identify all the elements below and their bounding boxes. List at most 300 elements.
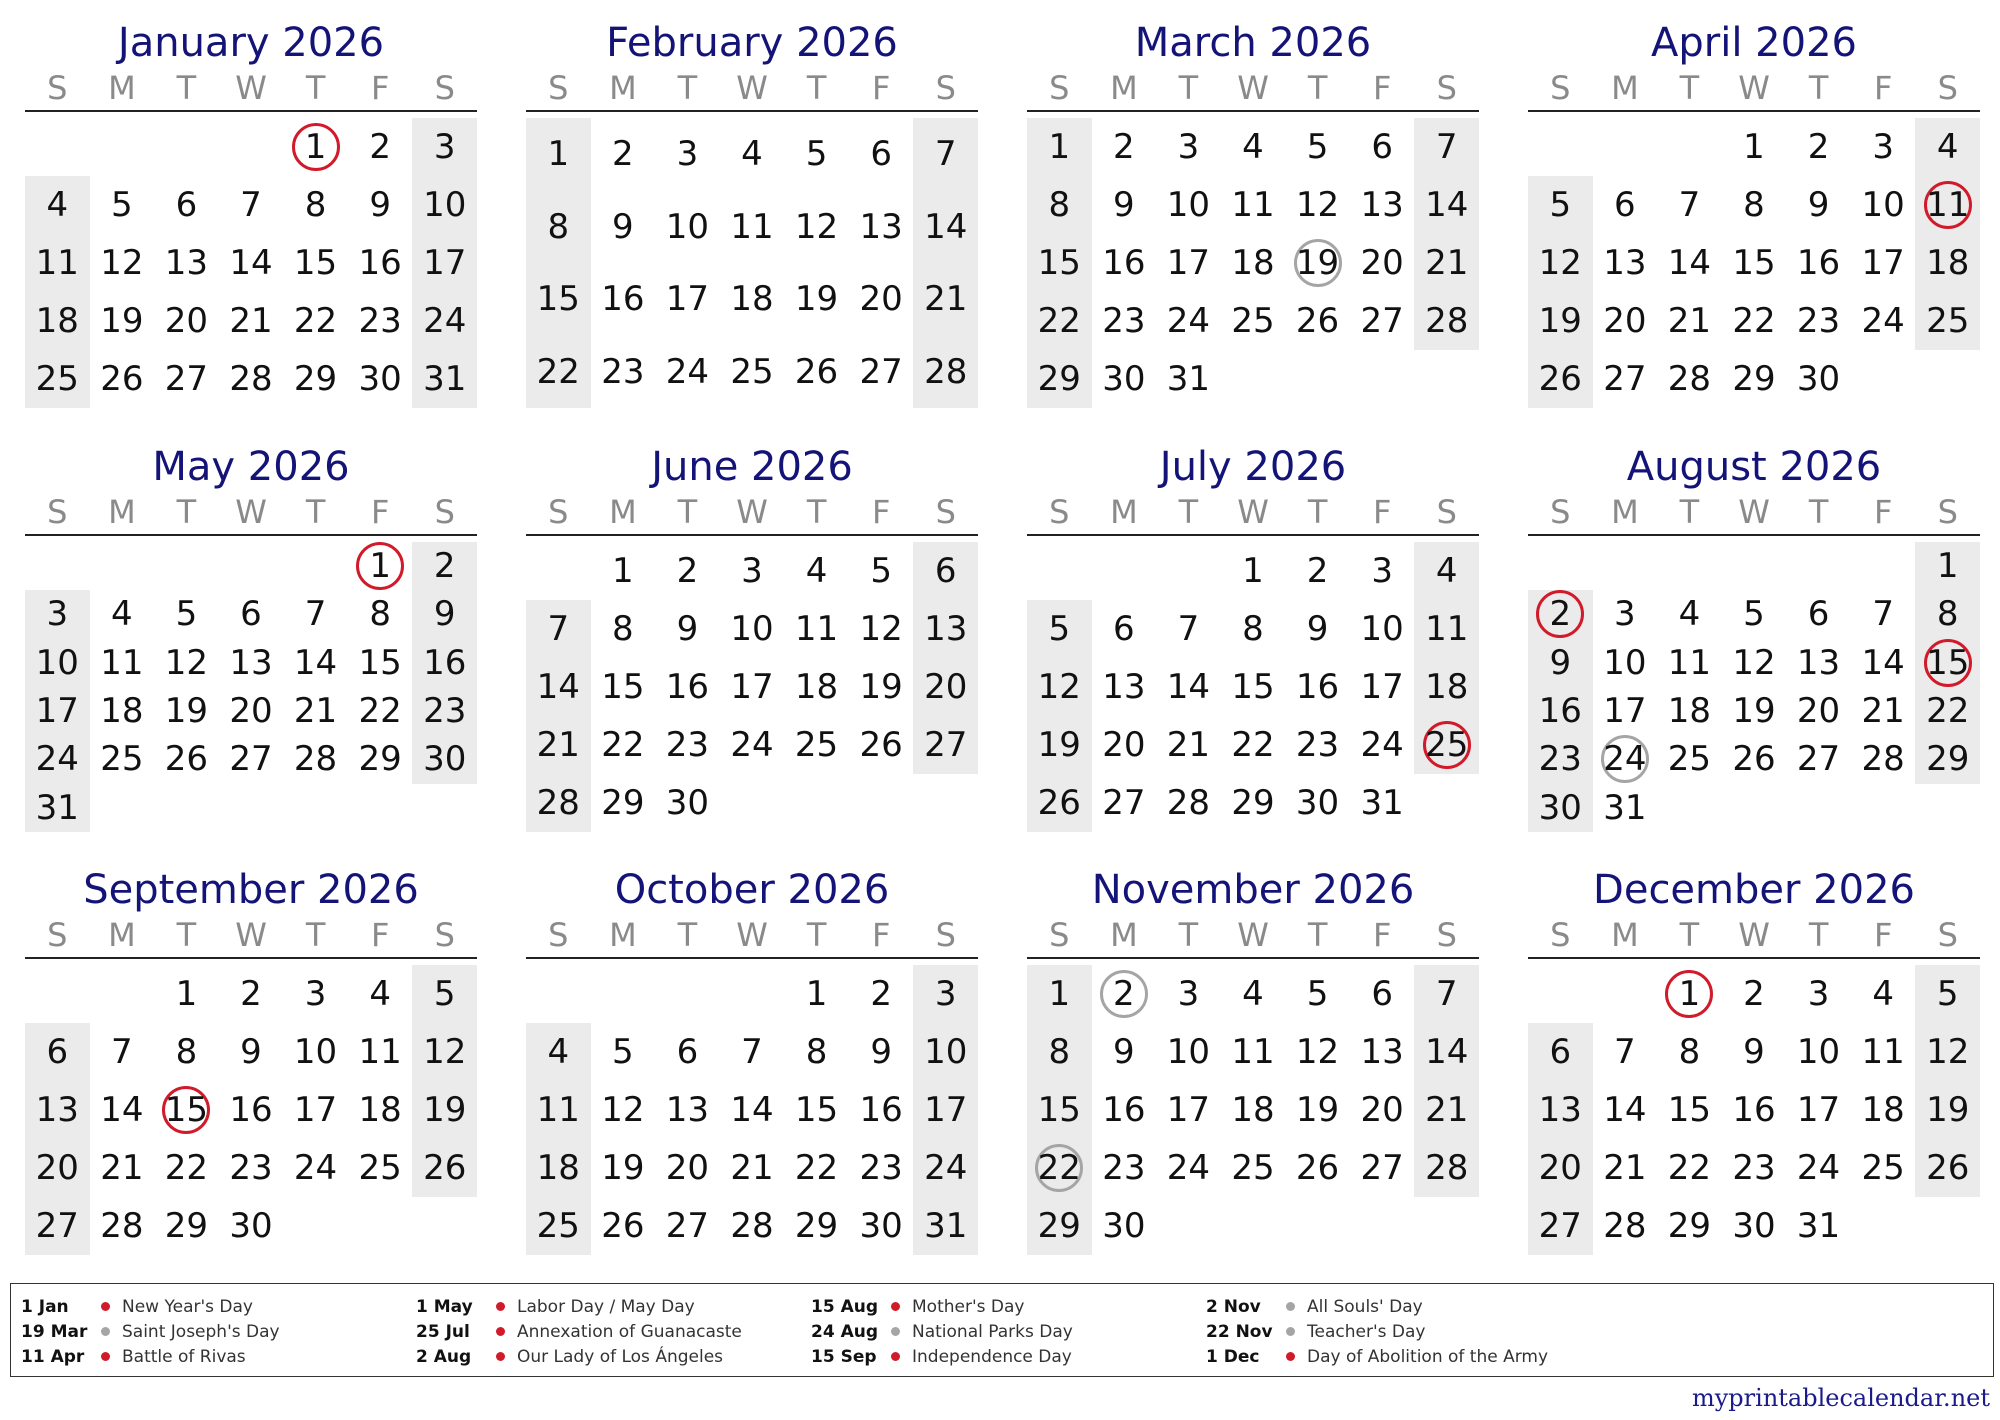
day-cell[interactable] <box>1851 176 1916 234</box>
day-cell[interactable] <box>25 639 90 687</box>
day-cell[interactable] <box>1414 118 1479 176</box>
day-cell[interactable] <box>526 1081 591 1139</box>
day-cell[interactable] <box>591 1197 656 1255</box>
day-cell[interactable] <box>1851 234 1916 292</box>
day-cell[interactable] <box>1722 590 1787 638</box>
day-cell[interactable] <box>1657 687 1722 735</box>
day-cell[interactable] <box>1092 1139 1157 1197</box>
day-cell[interactable] <box>1350 1081 1415 1139</box>
day-cell[interactable] <box>412 1023 477 1081</box>
day-cell[interactable] <box>1593 639 1658 687</box>
day-cell[interactable] <box>283 735 348 783</box>
day-cell[interactable] <box>283 234 348 292</box>
day-cell[interactable] <box>348 1139 413 1197</box>
day-cell[interactable] <box>348 687 413 735</box>
day-cell[interactable] <box>25 350 90 408</box>
day-cell[interactable] <box>90 639 155 687</box>
day-cell[interactable] <box>25 784 90 832</box>
day-cell[interactable] <box>1350 1139 1415 1197</box>
day-cell[interactable] <box>25 687 90 735</box>
day-cell[interactable] <box>1350 292 1415 350</box>
day-cell[interactable] <box>1221 1023 1286 1081</box>
day-cell[interactable] <box>784 600 849 658</box>
day-cell[interactable] <box>1915 542 1980 590</box>
day-cell[interactable] <box>90 350 155 408</box>
day-cell[interactable] <box>283 687 348 735</box>
day-cell[interactable] <box>1156 292 1221 350</box>
day-cell[interactable] <box>1851 118 1916 176</box>
day-cell[interactable] <box>1915 234 1980 292</box>
day-cell[interactable] <box>1092 176 1157 234</box>
day-cell[interactable] <box>219 639 284 687</box>
day-cell[interactable] <box>913 716 978 774</box>
day-cell[interactable] <box>1786 234 1851 292</box>
day-cell[interactable] <box>1786 1197 1851 1255</box>
day-cell[interactable] <box>591 1081 656 1139</box>
day-cell[interactable] <box>1156 600 1221 658</box>
day-cell[interactable] <box>1092 965 1157 1023</box>
day-cell[interactable] <box>1722 1081 1787 1139</box>
day-cell[interactable] <box>154 1023 219 1081</box>
day-cell[interactable] <box>1350 118 1415 176</box>
day-cell[interactable] <box>219 1081 284 1139</box>
day-cell[interactable] <box>1414 292 1479 350</box>
day-cell[interactable] <box>655 118 720 191</box>
day-cell[interactable] <box>784 1081 849 1139</box>
day-cell[interactable] <box>1027 176 1092 234</box>
day-cell[interactable] <box>219 1197 284 1255</box>
day-cell[interactable] <box>348 735 413 783</box>
day-cell[interactable] <box>412 1081 477 1139</box>
day-cell[interactable] <box>1528 1023 1593 1081</box>
day-cell[interactable] <box>913 118 978 191</box>
day-cell[interactable] <box>720 1139 785 1197</box>
day-cell[interactable] <box>1851 1081 1916 1139</box>
day-cell[interactable] <box>1722 350 1787 408</box>
day-cell[interactable] <box>90 1081 155 1139</box>
day-cell[interactable] <box>154 176 219 234</box>
day-cell[interactable] <box>1722 1023 1787 1081</box>
day-cell[interactable] <box>1593 350 1658 408</box>
day-cell[interactable] <box>412 735 477 783</box>
day-cell[interactable] <box>283 176 348 234</box>
day-cell[interactable] <box>1915 1081 1980 1139</box>
day-cell[interactable] <box>526 1023 591 1081</box>
day-cell[interactable] <box>1092 774 1157 832</box>
day-cell[interactable] <box>1350 542 1415 600</box>
day-cell[interactable] <box>849 263 914 336</box>
day-cell[interactable] <box>784 336 849 409</box>
day-cell[interactable] <box>1350 716 1415 774</box>
day-cell[interactable] <box>720 1023 785 1081</box>
day-cell[interactable] <box>154 234 219 292</box>
day-cell[interactable] <box>913 542 978 600</box>
day-cell[interactable] <box>1285 542 1350 600</box>
day-cell[interactable] <box>1414 1139 1479 1197</box>
day-cell[interactable] <box>154 965 219 1023</box>
day-cell[interactable] <box>784 263 849 336</box>
day-cell[interactable] <box>720 658 785 716</box>
day-cell[interactable] <box>720 542 785 600</box>
day-cell[interactable] <box>1092 234 1157 292</box>
day-cell[interactable] <box>1221 1081 1286 1139</box>
day-cell[interactable] <box>348 590 413 638</box>
day-cell[interactable] <box>913 658 978 716</box>
day-cell[interactable] <box>1786 590 1851 638</box>
day-cell[interactable] <box>655 1139 720 1197</box>
day-cell[interactable] <box>25 1197 90 1255</box>
day-cell[interactable] <box>412 292 477 350</box>
day-cell[interactable] <box>1027 1197 1092 1255</box>
day-cell[interactable] <box>412 350 477 408</box>
day-cell[interactable] <box>1221 1139 1286 1197</box>
day-cell[interactable] <box>1528 735 1593 783</box>
day-cell[interactable] <box>1786 176 1851 234</box>
day-cell[interactable] <box>591 600 656 658</box>
day-cell[interactable] <box>283 1139 348 1197</box>
day-cell[interactable] <box>1593 687 1658 735</box>
day-cell[interactable] <box>154 687 219 735</box>
day-cell[interactable] <box>25 1081 90 1139</box>
day-cell[interactable] <box>90 687 155 735</box>
day-cell[interactable] <box>655 336 720 409</box>
day-cell[interactable] <box>1350 176 1415 234</box>
day-cell[interactable] <box>784 716 849 774</box>
day-cell[interactable] <box>1285 292 1350 350</box>
day-cell[interactable] <box>90 590 155 638</box>
day-cell[interactable] <box>154 1081 219 1139</box>
day-cell[interactable] <box>1851 687 1916 735</box>
day-cell[interactable] <box>913 1197 978 1255</box>
day-cell[interactable] <box>526 263 591 336</box>
day-cell[interactable] <box>1657 735 1722 783</box>
day-cell[interactable] <box>1156 176 1221 234</box>
day-cell[interactable] <box>1027 658 1092 716</box>
day-cell[interactable] <box>1786 118 1851 176</box>
day-cell[interactable] <box>1414 234 1479 292</box>
day-cell[interactable] <box>1657 234 1722 292</box>
day-cell[interactable] <box>1221 658 1286 716</box>
day-cell[interactable] <box>90 234 155 292</box>
day-cell[interactable] <box>1414 716 1479 774</box>
day-cell[interactable] <box>1285 658 1350 716</box>
day-cell[interactable] <box>1027 774 1092 832</box>
day-cell[interactable] <box>1414 176 1479 234</box>
day-cell[interactable] <box>1657 590 1722 638</box>
day-cell[interactable] <box>1851 639 1916 687</box>
day-cell[interactable] <box>1414 1081 1479 1139</box>
day-cell[interactable] <box>591 191 656 264</box>
day-cell[interactable] <box>154 735 219 783</box>
day-cell[interactable] <box>25 176 90 234</box>
day-cell[interactable] <box>348 118 413 176</box>
day-cell[interactable] <box>283 350 348 408</box>
day-cell[interactable] <box>1722 639 1787 687</box>
day-cell[interactable] <box>913 600 978 658</box>
day-cell[interactable] <box>720 118 785 191</box>
day-cell[interactable] <box>913 191 978 264</box>
day-cell[interactable] <box>1851 590 1916 638</box>
day-cell[interactable] <box>849 1197 914 1255</box>
day-cell[interactable] <box>154 350 219 408</box>
day-cell[interactable] <box>1657 1081 1722 1139</box>
day-cell[interactable] <box>784 1023 849 1081</box>
day-cell[interactable] <box>1092 600 1157 658</box>
day-cell[interactable] <box>849 716 914 774</box>
day-cell[interactable] <box>90 1023 155 1081</box>
day-cell[interactable] <box>219 234 284 292</box>
day-cell[interactable] <box>348 1023 413 1081</box>
day-cell[interactable] <box>1593 234 1658 292</box>
day-cell[interactable] <box>655 774 720 832</box>
day-cell[interactable] <box>526 1197 591 1255</box>
day-cell[interactable] <box>1722 234 1787 292</box>
day-cell[interactable] <box>1092 118 1157 176</box>
day-cell[interactable] <box>219 590 284 638</box>
day-cell[interactable] <box>348 176 413 234</box>
day-cell[interactable] <box>219 965 284 1023</box>
day-cell[interactable] <box>283 590 348 638</box>
day-cell[interactable] <box>283 118 348 176</box>
day-cell[interactable] <box>1285 234 1350 292</box>
day-cell[interactable] <box>849 1081 914 1139</box>
day-cell[interactable] <box>1915 590 1980 638</box>
day-cell[interactable] <box>1092 716 1157 774</box>
day-cell[interactable] <box>655 600 720 658</box>
day-cell[interactable] <box>526 600 591 658</box>
day-cell[interactable] <box>1350 234 1415 292</box>
day-cell[interactable] <box>1027 118 1092 176</box>
day-cell[interactable] <box>1786 350 1851 408</box>
day-cell[interactable] <box>1528 784 1593 832</box>
day-cell[interactable] <box>1027 292 1092 350</box>
day-cell[interactable] <box>1221 965 1286 1023</box>
day-cell[interactable] <box>849 118 914 191</box>
day-cell[interactable] <box>219 350 284 408</box>
day-cell[interactable] <box>154 590 219 638</box>
day-cell[interactable] <box>283 1023 348 1081</box>
day-cell[interactable] <box>849 965 914 1023</box>
day-cell[interactable] <box>591 336 656 409</box>
day-cell[interactable] <box>1285 1139 1350 1197</box>
day-cell[interactable] <box>591 1139 656 1197</box>
day-cell[interactable] <box>526 191 591 264</box>
day-cell[interactable] <box>348 350 413 408</box>
day-cell[interactable] <box>1786 1081 1851 1139</box>
day-cell[interactable] <box>1528 350 1593 408</box>
day-cell[interactable] <box>1593 784 1658 832</box>
day-cell[interactable] <box>25 234 90 292</box>
day-cell[interactable] <box>1528 1081 1593 1139</box>
day-cell[interactable] <box>849 658 914 716</box>
day-cell[interactable] <box>1786 687 1851 735</box>
day-cell[interactable] <box>1156 1023 1221 1081</box>
day-cell[interactable] <box>1786 639 1851 687</box>
day-cell[interactable] <box>591 118 656 191</box>
day-cell[interactable] <box>219 176 284 234</box>
day-cell[interactable] <box>348 234 413 292</box>
day-cell[interactable] <box>1156 1139 1221 1197</box>
day-cell[interactable] <box>1414 658 1479 716</box>
day-cell[interactable] <box>283 1081 348 1139</box>
day-cell[interactable] <box>655 1081 720 1139</box>
day-cell[interactable] <box>591 1023 656 1081</box>
day-cell[interactable] <box>1915 1023 1980 1081</box>
day-cell[interactable] <box>1528 639 1593 687</box>
day-cell[interactable] <box>1285 965 1350 1023</box>
day-cell[interactable] <box>1915 176 1980 234</box>
day-cell[interactable] <box>1414 600 1479 658</box>
day-cell[interactable] <box>1027 350 1092 408</box>
day-cell[interactable] <box>720 191 785 264</box>
day-cell[interactable] <box>1593 1197 1658 1255</box>
day-cell[interactable] <box>1657 1139 1722 1197</box>
day-cell[interactable] <box>283 639 348 687</box>
day-cell[interactable] <box>1786 1023 1851 1081</box>
day-cell[interactable] <box>1285 1081 1350 1139</box>
day-cell[interactable] <box>1528 1197 1593 1255</box>
day-cell[interactable] <box>1593 1081 1658 1139</box>
day-cell[interactable] <box>1092 1023 1157 1081</box>
day-cell[interactable] <box>1156 774 1221 832</box>
day-cell[interactable] <box>655 1023 720 1081</box>
day-cell[interactable] <box>283 292 348 350</box>
day-cell[interactable] <box>1722 1139 1787 1197</box>
day-cell[interactable] <box>1657 965 1722 1023</box>
day-cell[interactable] <box>1027 1023 1092 1081</box>
day-cell[interactable] <box>526 336 591 409</box>
day-cell[interactable] <box>1221 118 1286 176</box>
day-cell[interactable] <box>1156 965 1221 1023</box>
day-cell[interactable] <box>1786 735 1851 783</box>
day-cell[interactable] <box>1786 965 1851 1023</box>
day-cell[interactable] <box>154 292 219 350</box>
day-cell[interactable] <box>784 1139 849 1197</box>
day-cell[interactable] <box>784 191 849 264</box>
day-cell[interactable] <box>219 292 284 350</box>
day-cell[interactable] <box>1027 1139 1092 1197</box>
day-cell[interactable] <box>1350 600 1415 658</box>
day-cell[interactable] <box>1657 350 1722 408</box>
day-cell[interactable] <box>1221 542 1286 600</box>
day-cell[interactable] <box>1350 774 1415 832</box>
day-cell[interactable] <box>1156 118 1221 176</box>
day-cell[interactable] <box>1027 1081 1092 1139</box>
day-cell[interactable] <box>1722 687 1787 735</box>
day-cell[interactable] <box>913 1023 978 1081</box>
day-cell[interactable] <box>1027 234 1092 292</box>
day-cell[interactable] <box>1414 1023 1479 1081</box>
day-cell[interactable] <box>784 965 849 1023</box>
day-cell[interactable] <box>283 965 348 1023</box>
day-cell[interactable] <box>1285 716 1350 774</box>
day-cell[interactable] <box>913 263 978 336</box>
day-cell[interactable] <box>1092 1081 1157 1139</box>
day-cell[interactable] <box>720 1081 785 1139</box>
day-cell[interactable] <box>913 1139 978 1197</box>
day-cell[interactable] <box>1593 176 1658 234</box>
day-cell[interactable] <box>1156 658 1221 716</box>
day-cell[interactable] <box>1593 1023 1658 1081</box>
day-cell[interactable] <box>1221 176 1286 234</box>
day-cell[interactable] <box>219 1023 284 1081</box>
day-cell[interactable] <box>25 1023 90 1081</box>
day-cell[interactable] <box>720 600 785 658</box>
day-cell[interactable] <box>1786 292 1851 350</box>
day-cell[interactable] <box>1593 735 1658 783</box>
day-cell[interactable] <box>655 716 720 774</box>
day-cell[interactable] <box>1528 687 1593 735</box>
day-cell[interactable] <box>1915 639 1980 687</box>
day-cell[interactable] <box>720 1197 785 1255</box>
day-cell[interactable] <box>1156 234 1221 292</box>
day-cell[interactable] <box>348 292 413 350</box>
day-cell[interactable] <box>591 658 656 716</box>
day-cell[interactable] <box>526 658 591 716</box>
site-credit[interactable]: myprintablecalendar.net <box>1691 1384 1990 1412</box>
day-cell[interactable] <box>412 965 477 1023</box>
day-cell[interactable] <box>1851 965 1916 1023</box>
day-cell[interactable] <box>1528 1139 1593 1197</box>
day-cell[interactable] <box>784 658 849 716</box>
day-cell[interactable] <box>1528 292 1593 350</box>
day-cell[interactable] <box>90 292 155 350</box>
day-cell[interactable] <box>412 234 477 292</box>
day-cell[interactable] <box>1285 176 1350 234</box>
day-cell[interactable] <box>1915 1139 1980 1197</box>
day-cell[interactable] <box>784 118 849 191</box>
day-cell[interactable] <box>219 1139 284 1197</box>
day-cell[interactable] <box>720 716 785 774</box>
day-cell[interactable] <box>154 1139 219 1197</box>
day-cell[interactable] <box>1092 292 1157 350</box>
day-cell[interactable] <box>1915 118 1980 176</box>
day-cell[interactable] <box>1156 1081 1221 1139</box>
day-cell[interactable] <box>90 1197 155 1255</box>
day-cell[interactable] <box>526 1139 591 1197</box>
day-cell[interactable] <box>720 336 785 409</box>
day-cell[interactable] <box>1221 600 1286 658</box>
day-cell[interactable] <box>1092 658 1157 716</box>
day-cell[interactable] <box>25 292 90 350</box>
day-cell[interactable] <box>1221 292 1286 350</box>
day-cell[interactable] <box>655 658 720 716</box>
day-cell[interactable] <box>1027 716 1092 774</box>
day-cell[interactable] <box>90 1139 155 1197</box>
day-cell[interactable] <box>1657 1197 1722 1255</box>
day-cell[interactable] <box>849 542 914 600</box>
day-cell[interactable] <box>1851 1139 1916 1197</box>
day-cell[interactable] <box>1350 1023 1415 1081</box>
day-cell[interactable] <box>1092 350 1157 408</box>
day-cell[interactable] <box>1350 658 1415 716</box>
day-cell[interactable] <box>25 735 90 783</box>
day-cell[interactable] <box>1414 542 1479 600</box>
day-cell[interactable] <box>1915 687 1980 735</box>
day-cell[interactable] <box>412 118 477 176</box>
day-cell[interactable] <box>1528 234 1593 292</box>
day-cell[interactable] <box>1528 590 1593 638</box>
day-cell[interactable] <box>412 687 477 735</box>
day-cell[interactable] <box>348 1081 413 1139</box>
day-cell[interactable] <box>1221 234 1286 292</box>
day-cell[interactable] <box>1593 292 1658 350</box>
day-cell[interactable] <box>1722 292 1787 350</box>
day-cell[interactable] <box>1285 118 1350 176</box>
day-cell[interactable] <box>348 542 413 590</box>
day-cell[interactable] <box>1221 716 1286 774</box>
day-cell[interactable] <box>348 965 413 1023</box>
